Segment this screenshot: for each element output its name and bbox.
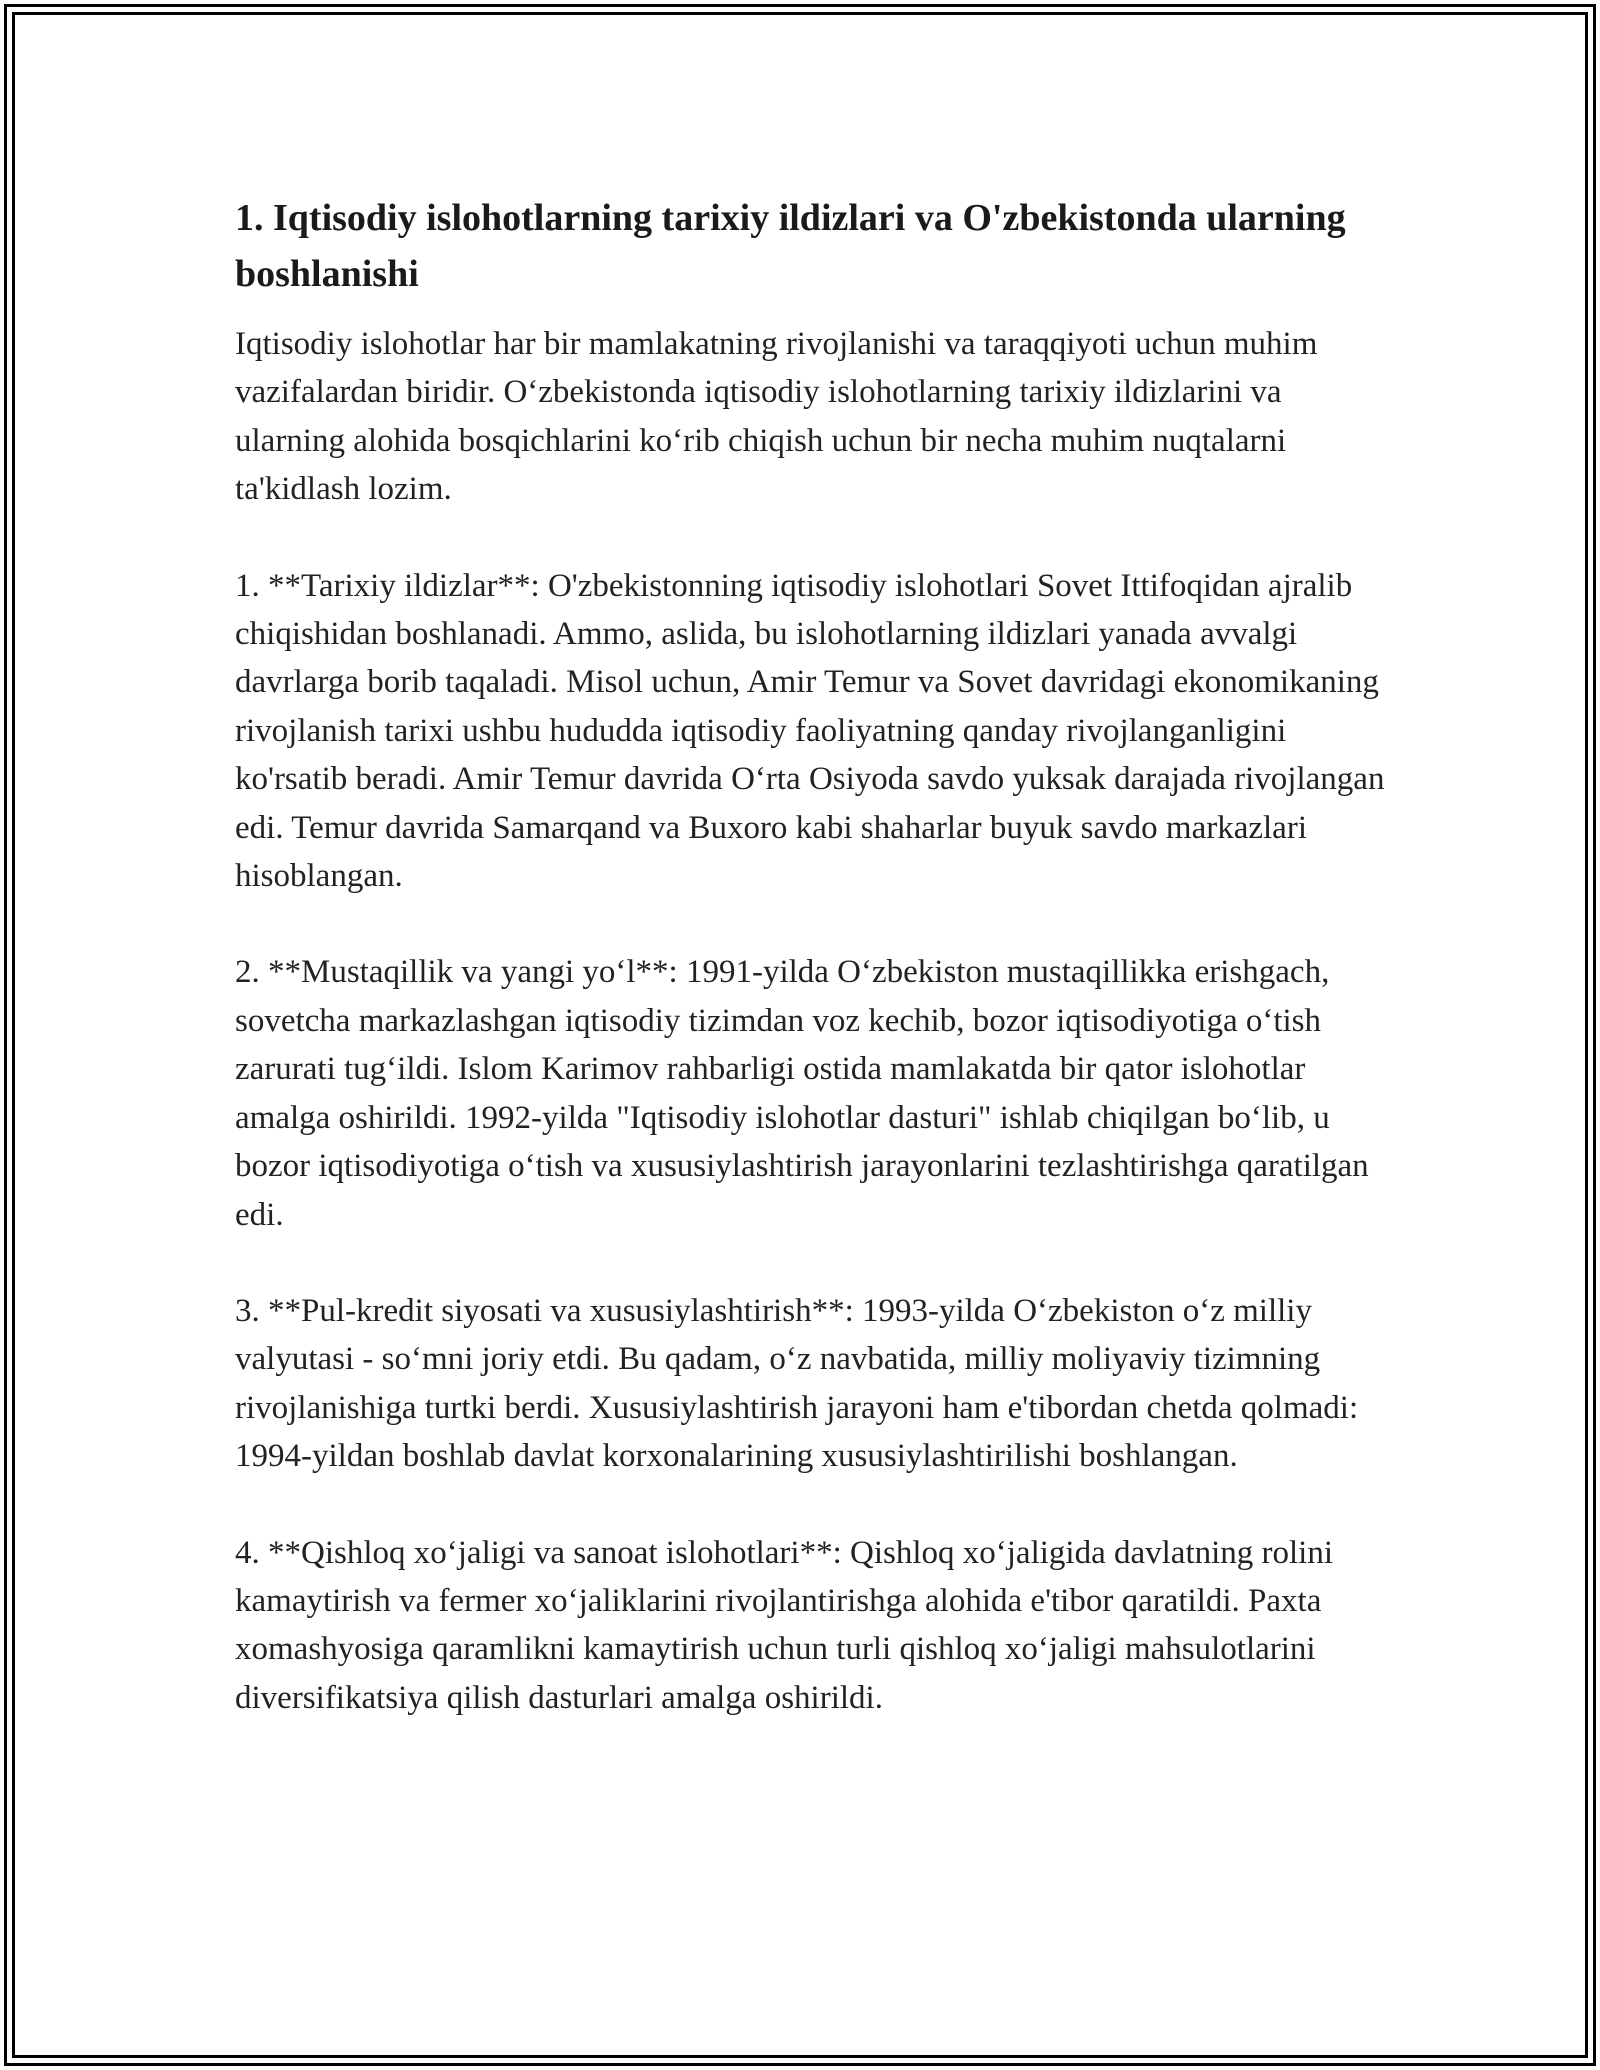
paragraph-2: 2. **Mustaqillik va yangi yo‘l**: 1991-yilda O‘zbekiston mustaqillikka erishgach, sovetcha markazlashgan iqtisodiy tizimdan voz kechib, bozor iqtisodiyotiga o‘tish zarurati tug‘ildi. Islom Karimov rahbarligi ostida mamlakatda bir qator islohotlar amalga oshirildi. 1992-yilda "Iqtisodiy islohotlar dasturi" ishlab chiqilgan bo‘lib, u bozor iqtisodiyotiga o‘tish va xususiylashtirish jarayonlarini tezlashtirishga qaratilgan edi. [235,954,1369,1233]
document-body [235,190,1385,1770]
paragraph-4: 4. **Qishloq xo‘jaligi va sanoat islohotlari**: Qishloq xo‘jaligida davlatning rolini kamaytirish va fermer xo‘jaliklarini rivojlantirishga alohida e'tibor qaratildi. Paxta xomashyosiga qaramlikni kamaytirish uchun turli qishloq xo‘jaligi mahsulotlarini diversifikatsiya qilish dasturlari amalga oshirildi. [235,1534,1334,1716]
paragraph-3: 3. **Pul-kredit siyosati va xususiylashtirish**: 1993-yilda O‘zbekiston o‘z milliy valyutasi - so‘mni joriy etdi. Bu qadam, o‘z navbatida, milliy moliyaviy tizimning rivojlanishiga turtki berdi. Xususiylashtirish jarayoni ham e'tibordan chetda qolmadi: 1994-yildan boshlab davlat korxonalarining xususiylashtirilishi boshlangan. [235,1292,1359,1475]
document-title: 1. Iqtisodiy islohotlarning tarixiy ildizlari va O'zbekistonda ularning boshlanishi [235,197,1346,295]
intro-paragraph: Iqtisodiy islohotlar har bir mamlakatning rivojlanishi va taraqqiyoti uchun muhim vazifalardan biridir. O‘zbekistonda iqtisodiy islohotlarning tarixiy ildizlarini va ularning alohida bosqichlarini ko‘rib chiqish uchun bir necha muhim nuqtalarni ta'kidlash lozim. [235,326,1318,508]
paragraph-1: 1. **Tarixiy ildizlar**: O'zbekistonning iqtisodiy islohotlari Sovet Ittifoqidan ajralib chiqishidan boshlanadi. Ammo, aslida, bu islohotlarning ildizlari yanada avvalgi davrlarga borib taqaladi. Misol uchun, Amir Temur va Sovet davridagi ekonomikaning rivojlanish tarixi ushbu hududda iqtisodiy faoliyatning qanday rivojlanganligini ko'rsatib beradi. Amir Temur davrida O‘rta Osiyoda savdo yuksak darajada rivojlangan edi. Temur davrida Samarqand va Buxoro kabi shaharlar buyuk savdo markazlari hisoblangan. [235,567,1385,895]
